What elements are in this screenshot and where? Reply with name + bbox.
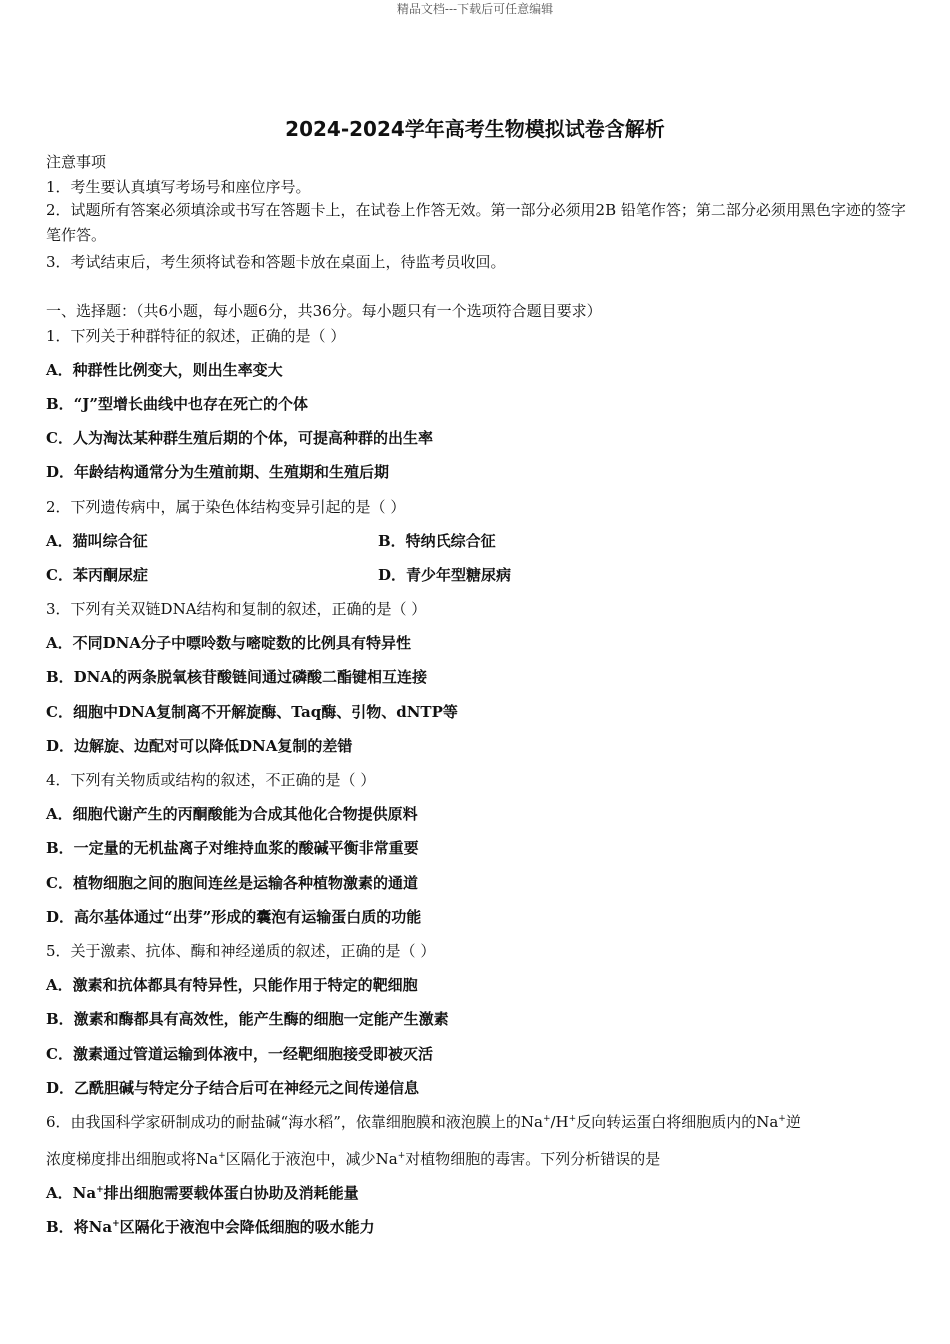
option-text: 区隔化于液泡中会降低细胞的吸水能力 (119, 1218, 375, 1236)
option-d: D．年龄结构通常分为生殖前期、生殖期和生殖后期 (46, 463, 390, 481)
option-d: D．青少年型糖尿病 (378, 566, 512, 584)
option-c: C．苯丙酮尿症 (46, 566, 148, 584)
stem-text: 浓度梯度排出细胞或将Na (46, 1150, 219, 1168)
option-c: C．人为淘汰某种群生殖后期的个体，可提高种群的出生率 (46, 429, 433, 447)
notice-item: 1．考生要认真填写考场号和座位序号。 (46, 178, 311, 196)
stem-text: 对植物细胞的毒害。下列分析错误的是 (405, 1150, 661, 1168)
superscript: + (218, 1151, 226, 1161)
option-d: D．高尔基体通过“出芽”形成的囊泡有运输蛋白质的功能 (46, 908, 422, 926)
option-b: B．特纳氏综合征 (378, 532, 496, 550)
stem-text: 区隔化于液泡中，减少Na (225, 1150, 398, 1168)
page-title: 2024-2024学年高考生物模拟试卷含解析 (285, 117, 665, 141)
stem-text: 反向转运蛋白将细胞质内的Na (576, 1113, 779, 1131)
option-b (46, 1216, 375, 1237)
superscript: + (778, 1114, 786, 1124)
option-a (46, 1182, 359, 1203)
stem-text: /H (550, 1113, 569, 1131)
notice-heading: 注意事项 (46, 153, 107, 171)
option-a: A．种群性比例变大，则出生率变大 (46, 361, 283, 379)
question-stem (46, 1111, 801, 1132)
question-stem: 3．下列有关双链DNA结构和复制的叙述，正确的是（ ） (46, 600, 427, 618)
option-d: D．乙酰胆碱与特定分子结合后可在神经元之间传递信息 (46, 1079, 420, 1097)
option-b: B．DNA的两条脱氧核苷酸链间通过磷酸二酯键相互连接 (46, 668, 428, 686)
question-stem: 5．关于激素、抗体、酶和神经递质的叙述，正确的是（ ） (46, 942, 436, 960)
option-a: A．细胞代谢产生的丙酮酸能为合成其他化合物提供原料 (46, 805, 418, 823)
option-b: B．一定量的无机盐离子对维持血浆的酸碱平衡非常重要 (46, 839, 419, 857)
option-c: C．植物细胞之间的胞间连丝是运输各种植物激素的通道 (46, 874, 418, 892)
option-text: 排出细胞需要载体蛋白协助及消耗能量 (103, 1184, 359, 1202)
superscript: + (397, 1151, 406, 1161)
option-b: B．激素和酶都具有高效性，能产生酶的细胞一定能产生激素 (46, 1010, 449, 1028)
option-text: B．将Na (46, 1218, 113, 1236)
notice-item: 3．考试结束后，考生须将试卷和答题卡放在桌面上，待监考员收回。 (46, 253, 506, 271)
superscript: + (112, 1219, 120, 1229)
option-c: C．激素通过管道运输到体液中，一经靶细胞接受即被灭活 (46, 1045, 433, 1063)
option-a: A．激素和抗体都具有特异性，只能作用于特定的靶细胞 (46, 976, 418, 994)
superscript: + (96, 1185, 104, 1195)
option-d: D．边解旋、边配对可以降低DNA复制的差错 (46, 737, 353, 755)
notice-item: 2．试题所有答案必须填涂或书写在答题卡上，在试卷上作答无效。第一部分必须用2B 铅笔作答；第二部分必须用黑色字迹的签字笔作答。 (46, 201, 906, 244)
option-b: B．“J”型增长曲线中也存在死亡的个体 (46, 395, 309, 413)
option-text: A．Na (46, 1184, 97, 1202)
section-heading: 一、选择题：（共6小题，每小题6分，共36分。每小题只有一个选项符合题目要求） (46, 302, 602, 320)
option-c: C．细胞中DNA复制离不开解旋酶、Taq酶、引物、dNTP等 (46, 703, 458, 721)
stem-text: 逆 (785, 1113, 801, 1131)
question-stem: 2．下列遗传病中，属于染色体结构变异引起的是（ ） (46, 498, 406, 516)
option-a: A．不同DNA分子中嘌呤数与嘧啶数的比例具有特异性 (46, 634, 411, 652)
question-stem-continued (46, 1148, 660, 1169)
header-watermark: 精品文档---下载后可任意编辑 (396, 2, 554, 16)
superscript: + (568, 1114, 577, 1124)
question-stem: 1．下列关于种群特征的叙述，正确的是（ ） (46, 327, 346, 345)
option-a: A．猫叫综合征 (46, 532, 148, 550)
superscript: + (542, 1114, 551, 1124)
stem-text: 6．由我国科学家研制成功的耐盐碱“海水稻”，依靠细胞膜和液泡膜上的Na (46, 1113, 543, 1131)
question-stem: 4．下列有关物质或结构的叙述，不正确的是（ ） (46, 771, 376, 789)
